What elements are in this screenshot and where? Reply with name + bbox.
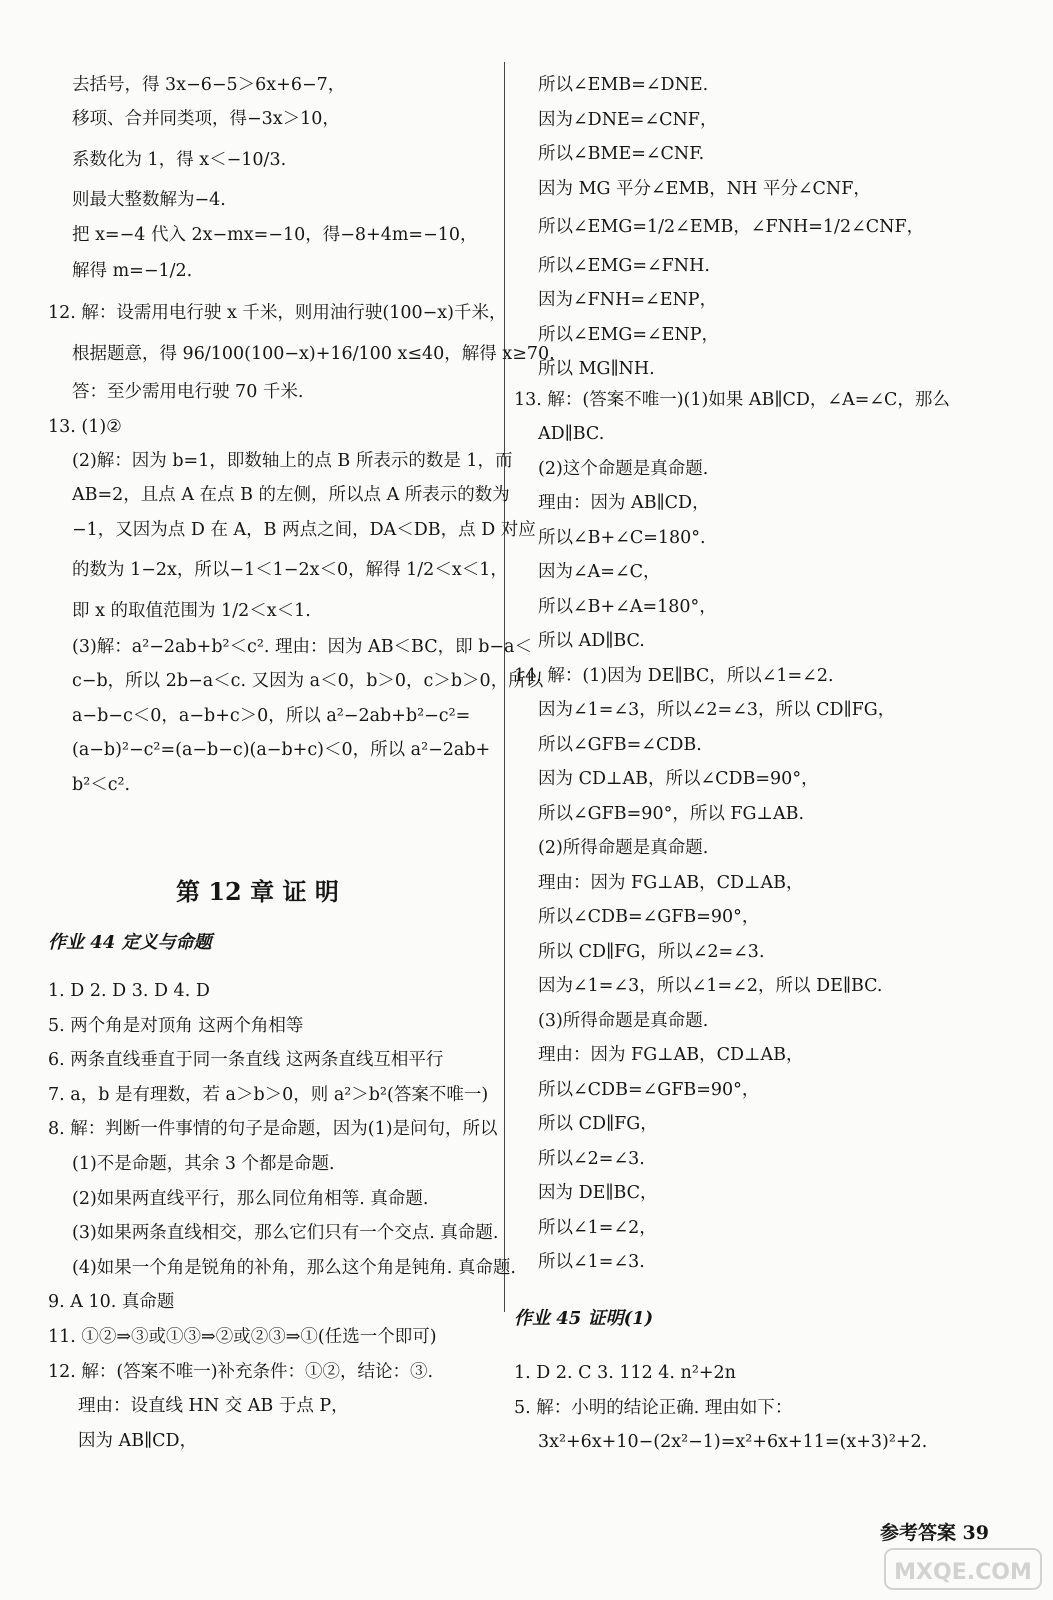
text-line: 理由：设直线 HN 交 AB 于点 P， — [78, 1396, 349, 1417]
text-line: 答：至少需用电行驶 70 千米. — [72, 382, 304, 403]
text-line: 所以∠EMG=∠ENP， — [538, 324, 720, 345]
text-line: 14. 解：(1)因为 DE∥BC，所以∠1=∠2. — [514, 665, 834, 686]
text-line: c−b，所以 2b−a＜c. 又因为 a＜0，b＞0，c＞b＞0，所以 — [72, 671, 544, 692]
text-line: 12. 解：设需用电行驶 x 千米，则用油行驶(100−x)千米， — [48, 303, 507, 324]
text-line: 解得 m=−1/2. — [72, 261, 193, 281]
text-line: 所以∠1=∠2， — [538, 1217, 657, 1238]
text-line: 即 x 的取值范围为 1/2＜x＜1. — [72, 600, 311, 621]
text-line: 所以 MG∥NH. — [538, 359, 655, 379]
text-line: 7. a，b 是有理数，若 a＞b＞0，则 a²＞b²(答案不唯一) — [48, 1084, 489, 1105]
text-line: 因为 DE∥BC， — [538, 1183, 658, 1203]
text-line: 所以∠GFB=90°，所以 FG⊥AB. — [538, 803, 805, 824]
text-line: 因为∠DNE=∠CNF， — [538, 109, 718, 130]
text-line: 8. 解：判断一件事情的句子是命题，因为(1)是问句，所以 — [48, 1119, 498, 1140]
text-line: 5. 两个角是对顶角 这两个角相等 — [48, 1015, 304, 1036]
text-line: 去括号，得 3x−6−5＞6x+6−7， — [72, 75, 346, 95]
text-line: (2)解：因为 b=1，即数轴上的点 B 所表示的数是 1，而 — [72, 451, 513, 471]
text-line: 所以∠B+∠C=180°. — [538, 527, 706, 548]
text-line: 的数为 1−2x，所以−1＜1−2x＜0，解得 1/2＜x＜1， — [72, 560, 508, 581]
text-line: 所以∠2=∠3. — [538, 1148, 645, 1169]
text-line: 根据题意，得 96/100(100−x)+16/100 x≤40，解得 x≥70. — [72, 343, 555, 364]
text-line: 13. 解：(答案不唯一)(1)如果 AB∥CD，∠A=∠C，那么 — [514, 389, 950, 410]
text-line: 所以∠EMG=1/2∠EMB，∠FNH=1/2∠CNF， — [538, 217, 925, 237]
text-line: (2)如果两直线平行，那么同位角相等. 真命题. — [72, 1188, 429, 1209]
text-line: 11. ①②⇒③或①③⇒②或②③⇒①(任选一个即可) — [48, 1327, 437, 1347]
text-line: (2)这个命题是真命题. — [538, 458, 709, 479]
section-title-44: 作业 44 定义与命题 — [48, 932, 212, 953]
text-line: 因为∠FNH=∠ENP， — [538, 290, 718, 310]
text-line: 1. D 2. D 3. D 4. D — [48, 981, 210, 1001]
watermark-text: MXQE.COM — [894, 1560, 1032, 1585]
text-line: 所以∠EMB=∠DNE. — [538, 75, 709, 95]
text-line: 因为∠1=∠3，所以∠1=∠2，所以 DE∥BC. — [538, 976, 883, 996]
text-line: 因为 AB∥CD， — [78, 1430, 198, 1451]
chapter-title: 第 12 章 证 明 — [176, 877, 339, 906]
watermark-logo — [883, 1545, 1043, 1593]
text-line: AB=2，且点 A 在点 B 的左侧，所以点 A 所表示的数为 — [72, 485, 510, 506]
text-line: 所以 CD∥FG， — [538, 1114, 658, 1134]
text-line: 把 x=−4 代入 2x−mx=−10，得−8+4m=−10， — [72, 224, 478, 245]
text-line: 理由：因为 AB∥CD， — [538, 493, 710, 513]
text-line: 移项、合并同类项，得−3x＞10， — [72, 109, 340, 130]
text-line: 则最大整数解为−4. — [72, 190, 226, 211]
text-line: 因为 CD⊥AB，所以∠CDB=90°， — [538, 769, 819, 789]
text-line: 3x²+6x+10−(2x²−1)=x²+6x+11=(x+3)²+2. — [538, 1432, 928, 1453]
text-line: 系数化为 1，得 x＜−10/3. — [72, 149, 287, 170]
text-line: AD∥BC. — [538, 424, 605, 444]
text-line: 所以 CD∥FG，所以∠2=∠3. — [538, 941, 765, 962]
text-line: 所以∠B+∠A=180°， — [538, 596, 717, 617]
text-line: (3)所得命题是真命题. — [538, 1010, 709, 1031]
text-line: 12. 解：(答案不唯一)补充条件：①②，结论：③. — [48, 1361, 434, 1382]
text-line: a−b−c＜0，a−b+c＞0，所以 a²−2ab+b²−c²= — [72, 705, 471, 726]
text-line: 9. A 10. 真命题 — [48, 1292, 175, 1313]
text-line: 所以∠EMG=∠FNH. — [538, 255, 710, 276]
text-line: 1. D 2. C 3. 112 4. n²+2n — [514, 1363, 736, 1383]
text-line: 所以∠CDB=∠GFB=90°， — [538, 1079, 760, 1100]
text-line: (2)所得命题是真命题. — [538, 838, 709, 858]
text-line: 6. 两条直线垂直于同一条直线 这两条直线互相平行 — [48, 1050, 444, 1071]
text-line: 所以∠BME=∠CNF. — [538, 144, 705, 164]
page-footer: 参考答案 39 — [879, 1522, 989, 1544]
text-line: 所以∠GFB=∠CDB. — [538, 734, 702, 755]
text-line: −1，又因为点 D 在 A，B 两点之间，DA＜DB，点 D 对应 — [72, 519, 536, 540]
text-line: 因为∠A=∠C， — [538, 562, 661, 582]
text-line: (4)如果一个角是锐角的补角，那么这个角是钝角. 真命题. — [72, 1257, 516, 1278]
text-line: 所以∠1=∠3. — [538, 1252, 645, 1272]
text-line: (3)解：a²−2ab+b²＜c². 理由：因为 AB＜BC，即 b−a＜ — [72, 637, 532, 657]
text-line: (3)如果两条直线相交，那么它们只有一个交点. 真命题. — [72, 1223, 499, 1244]
text-line: (1)不是命题，其余 3 个都是命题. — [72, 1154, 335, 1174]
text-line: 所以∠CDB=∠GFB=90°， — [538, 907, 760, 927]
text-line: 理由：因为 FG⊥AB，CD⊥AB， — [538, 872, 804, 893]
text-line: 5. 解：小明的结论正确. 理由如下： — [514, 1397, 793, 1418]
text-line: 因为∠1=∠3，所以∠2=∠3，所以 CD∥FG， — [538, 700, 896, 720]
section-title-45: 作业 45 证明(1) — [514, 1308, 654, 1329]
text-line: 因为 MG 平分∠EMB，NH 平分∠CNF， — [538, 178, 871, 199]
text-line: (a−b)²−c²=(a−b−c)(a−b+c)＜0，所以 a²−2ab+ — [72, 740, 491, 761]
text-line: 13. (1)② — [48, 416, 122, 437]
text-line: b²＜c². — [72, 774, 131, 795]
text-line: 理由：因为 FG⊥AB，CD⊥AB， — [538, 1045, 804, 1065]
text-line: 所以 AD∥BC. — [538, 631, 645, 651]
